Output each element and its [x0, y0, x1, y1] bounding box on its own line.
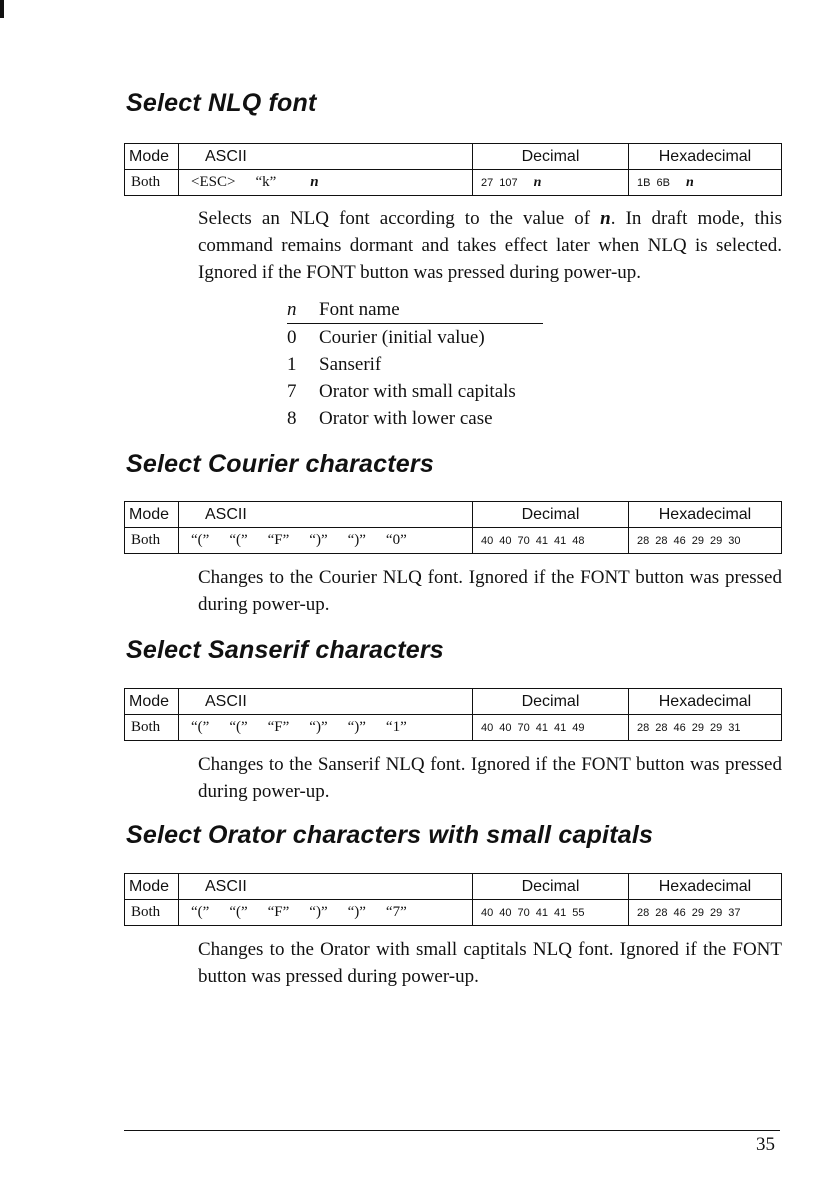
- font-row: [287, 378, 543, 405]
- header-decimal: Decimal: [473, 144, 629, 170]
- decimal-cell: [473, 170, 629, 196]
- ascii-token: “F”: [267, 719, 290, 735]
- section-title-courier: Select Courier characters: [126, 450, 434, 478]
- ascii-token: “)”: [347, 532, 366, 548]
- decimal-param: n: [533, 174, 542, 190]
- section-title-orator: Select Orator characters with small capitals: [126, 821, 654, 849]
- ascii-token: “)”: [309, 719, 328, 735]
- font-row: [287, 405, 543, 432]
- section-title-sanserif: Select Sanserif characters: [126, 636, 444, 664]
- header-ascii: ASCII: [179, 144, 473, 170]
- hex-value: 37: [728, 906, 741, 919]
- decimal-value: 48: [572, 534, 585, 547]
- font-row-name: Orator with lower case: [319, 408, 493, 429]
- header-mode: Mode: [125, 502, 179, 528]
- hex-value: 46: [673, 906, 686, 919]
- header-ascii: ASCII: [179, 502, 473, 528]
- header-hex: Hexadecimal: [629, 502, 782, 528]
- decimal-cell: [473, 528, 629, 554]
- decimal-value: 41: [554, 721, 567, 734]
- hex-param: n: [685, 174, 694, 190]
- description-orator: Changes to the Orator with small captitals NLQ font. Ignored if the FONT button was pressed during power-up.: [198, 939, 782, 987]
- decimal-cell: [473, 900, 629, 926]
- hex-cell: [629, 715, 782, 741]
- ascii-token: “0”: [385, 532, 407, 548]
- header-mode: Mode: [125, 874, 179, 900]
- hex-value: 31: [728, 721, 741, 734]
- description-nlq-font: [198, 205, 782, 286]
- mode-cell: Both: [125, 170, 179, 196]
- font-row: [287, 324, 543, 351]
- font-row-n: 7: [287, 381, 297, 402]
- decimal-value: 49: [572, 721, 585, 734]
- hex-value: 29: [710, 906, 723, 919]
- ascii-token: “(”: [191, 904, 210, 920]
- ascii-cell: [179, 900, 473, 926]
- hex-value: 29: [710, 721, 723, 734]
- font-name-table: [287, 296, 543, 432]
- ascii-param: n: [310, 174, 319, 190]
- description-text: . In draft mode, this command remains dormant and takes effect later when NLQ is selected. Ignored if the FONT button was pressed during power-up.: [198, 208, 783, 283]
- scan-edge-mark: [0, 0, 4, 18]
- decimal-value: 41: [535, 721, 548, 734]
- ascii-token: “F”: [267, 532, 290, 548]
- command-table-sanserif: [124, 688, 782, 741]
- header-decimal: Decimal: [473, 689, 629, 715]
- ascii-token: “7”: [385, 904, 407, 920]
- decimal-cell: [473, 715, 629, 741]
- ascii-cell: [179, 170, 473, 196]
- header-decimal: Decimal: [473, 874, 629, 900]
- hex-value: 46: [673, 534, 686, 547]
- header-ascii: ASCII: [179, 874, 473, 900]
- hex-value: 28: [637, 534, 650, 547]
- decimal-value: 40: [499, 906, 512, 919]
- ascii-token: “(”: [191, 719, 210, 735]
- header-ascii: ASCII: [179, 689, 473, 715]
- decimal-value: 55: [572, 906, 585, 919]
- hex-value: 29: [691, 721, 704, 734]
- font-row-n: 1: [287, 354, 297, 375]
- hex-value: 30: [728, 534, 741, 547]
- ascii-token: “(”: [229, 719, 248, 735]
- ascii-cell: [179, 715, 473, 741]
- header-hex: Hexadecimal: [629, 874, 782, 900]
- decimal-value: 41: [535, 906, 548, 919]
- hex-value: 46: [673, 721, 686, 734]
- hex-value: 1B: [637, 176, 651, 189]
- decimal-value: 70: [517, 721, 530, 734]
- hex-value: 29: [691, 534, 704, 547]
- mode-cell: Both: [125, 715, 179, 741]
- ascii-cell: [179, 528, 473, 554]
- hex-value: 29: [710, 534, 723, 547]
- header-mode: Mode: [125, 144, 179, 170]
- font-table-header-name: Font name: [319, 299, 400, 320]
- font-row: [287, 351, 543, 378]
- header-hex: Hexadecimal: [629, 144, 782, 170]
- decimal-value: 70: [517, 534, 530, 547]
- command-table-orator: [124, 873, 782, 926]
- hex-value: 28: [637, 906, 650, 919]
- decimal-value: 107: [499, 176, 518, 189]
- ascii-token: “)”: [347, 904, 366, 920]
- hex-value: 29: [691, 906, 704, 919]
- page-number: 35: [756, 1134, 775, 1155]
- footer-rule: [124, 1130, 780, 1131]
- command-table-nlq-font: [124, 143, 782, 196]
- font-row-name: Orator with small capitals: [319, 381, 516, 402]
- mode-cell: Both: [125, 528, 179, 554]
- description-sanserif: Changes to the Sanserif NLQ font. Ignored if the FONT button was pressed during power-up.: [198, 754, 782, 802]
- hex-value: 28: [655, 721, 668, 734]
- hex-value: 28: [655, 534, 668, 547]
- hex-value: 28: [655, 906, 668, 919]
- ascii-token: “(”: [229, 532, 248, 548]
- decimal-value: 27: [481, 176, 494, 189]
- description-text: Selects an NLQ font according to the value of: [198, 208, 601, 229]
- ascii-token: “)”: [309, 904, 328, 920]
- hex-value: 6B: [656, 176, 670, 189]
- ascii-token: “F”: [267, 904, 290, 920]
- hex-value: 28: [637, 721, 650, 734]
- mode-cell: Both: [125, 900, 179, 926]
- decimal-value: 40: [499, 534, 512, 547]
- ascii-token: “)”: [347, 719, 366, 735]
- decimal-value: 40: [481, 721, 494, 734]
- ascii-token: “1”: [385, 719, 407, 735]
- ascii-token: “k”: [255, 174, 277, 190]
- font-row-name: Sanserif: [319, 354, 382, 375]
- description-courier: Changes to the Courier NLQ font. Ignored if the FONT button was pressed during power-up.: [198, 567, 782, 615]
- hex-cell: [629, 900, 782, 926]
- font-row-n: 8: [287, 408, 297, 429]
- font-row-name: Courier (initial value): [319, 327, 485, 348]
- header-mode: Mode: [125, 689, 179, 715]
- command-table-courier: [124, 501, 782, 554]
- decimal-value: 40: [481, 906, 494, 919]
- decimal-value: 41: [535, 534, 548, 547]
- ascii-token: “(”: [229, 904, 248, 920]
- font-row-n: 0: [287, 327, 297, 348]
- font-table-header-n: n: [287, 299, 297, 320]
- ascii-token: “(”: [191, 532, 210, 548]
- decimal-value: 70: [517, 906, 530, 919]
- ascii-token: <ESC>: [191, 174, 236, 190]
- hex-cell: [629, 528, 782, 554]
- header-decimal: Decimal: [473, 502, 629, 528]
- section-title-nlq-font: Select NLQ font: [126, 89, 317, 117]
- decimal-value: 40: [481, 534, 494, 547]
- decimal-value: 41: [554, 534, 567, 547]
- decimal-value: 41: [554, 906, 567, 919]
- hex-cell: [629, 170, 782, 196]
- font-table-header: [287, 296, 543, 324]
- ascii-token: “)”: [309, 532, 328, 548]
- header-hex: Hexadecimal: [629, 689, 782, 715]
- decimal-value: 40: [499, 721, 512, 734]
- description-param: n: [600, 208, 611, 229]
